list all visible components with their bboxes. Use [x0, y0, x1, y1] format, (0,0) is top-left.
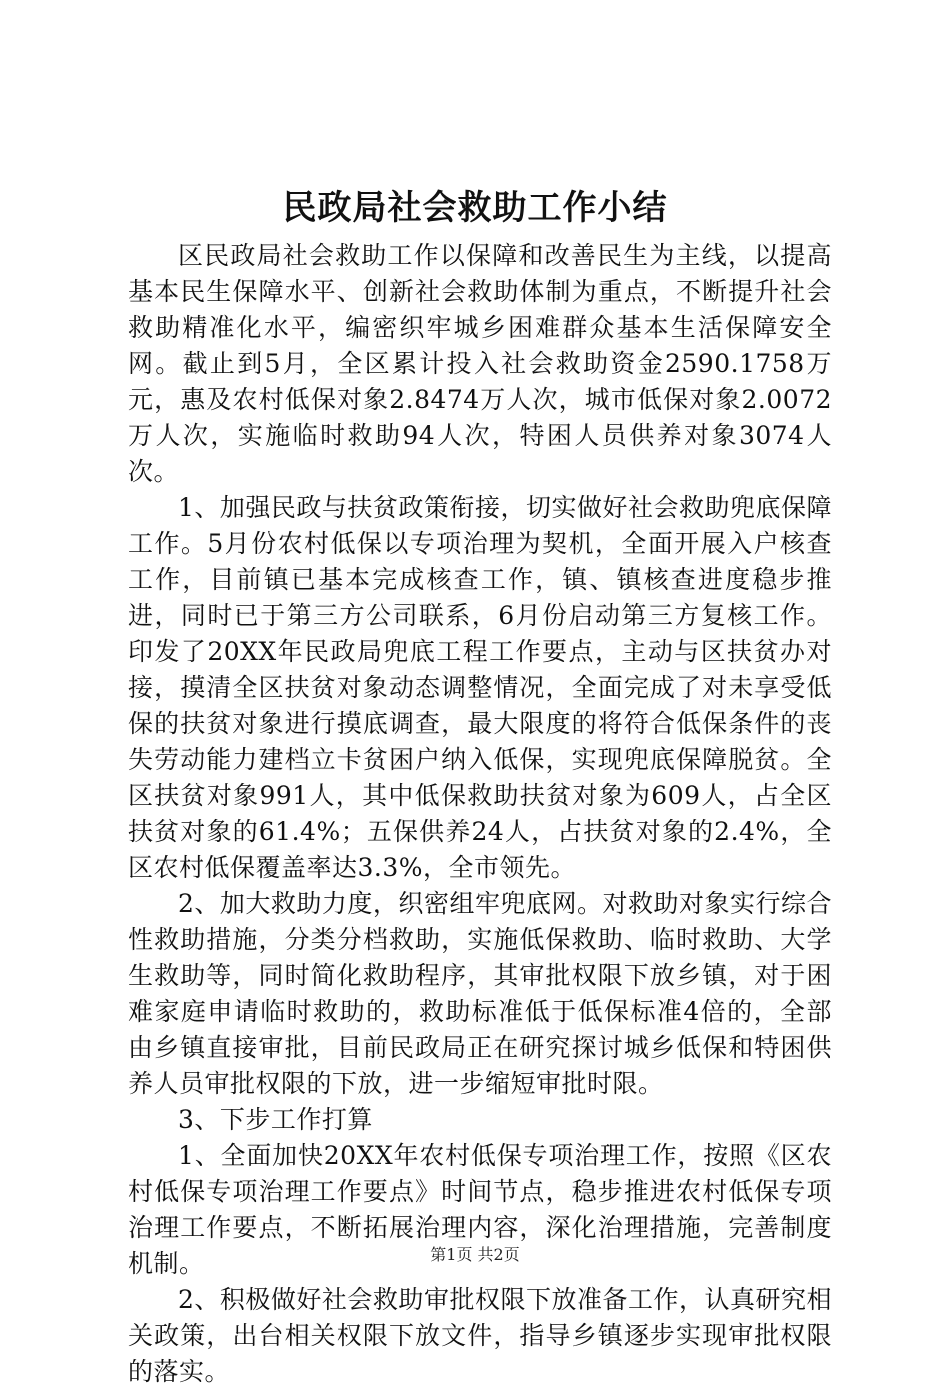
paragraph-intro: 区民政局社会救助工作以保障和改善民生为主线，以提高基本民生保障水平、创新社会救助体制为重点，不断提升社会救助精准化水平，编密织牢城乡困难群众基本生活保障安全网。截止到5月，全区累计投入社会救助资金2590.1758万元，惠及农村低保对象2.8474万人次，城市低保对象2.0072万人次，实施临时救助94人次，特困人员供养对象3074人次。 — [128, 241, 832, 486]
paragraph-section-3-heading: 3、下步工作打算 — [178, 1105, 373, 1134]
paragraph-section-1: 1、加强民政与扶贫政策衔接，切实做好社会救助兜底保障工作。5月份农村低保以专项治理为契机，全面开展入户核查工作，目前镇已基本完成核查工作，镇、镇核查进度稳步推进，同时已于第三方公司联系，6月份启动第三方复核工作。印发了20XX年民政局兜底工程工作要点，主动与区扶贫办对接，摸清全区扶贫对象动态调整情况，全面完成了对未享受低保的扶贫对象进行摸底调查，最大限度的将符合低保条件的丧失劳动能力建档立卡贫困户纳入低保，实现兜底保障脱贫。全区扶贫对象991人，其中低保救助扶贫对象为609人，占全区扶贫对象的61.4%；五保供养24人，占扶贫对象的2.4%，全区农村低保覆盖率达3.3%，全市领先。 — [128, 493, 832, 882]
paragraph-section-2: 2、加大救助力度，织密组牢兜底网。对救助对象实行综合性救助措施，分类分档救助，实施低保救助、临时救助、大学生救助等，同时简化救助程序，其审批权限下放乡镇，对于困难家庭申请临时救助的，救助标准低于低保标准4倍的，全部由乡镇直接审批，目前民政局正在研究探讨城乡低保和特困供养人员审批权限的下放，进一步缩短审批时限。 — [128, 889, 832, 1098]
document-body — [128, 238, 832, 1390]
paragraph-plan-2: 2、积极做好社会救助审批权限下放准备工作，认真研究相关政策，出台相关权限下放文件，指导乡镇逐步实现审批权限的落实。 — [128, 1285, 832, 1386]
page-title: 民政局社会救助工作小结 — [282, 188, 668, 228]
page-footer: 第1页 共2页 — [430, 1245, 520, 1264]
paragraph-plan-1: 1、全面加快20XX年农村低保专项治理工作，按照《区农村低保专项治理工作要点》时间节点，稳步推进农村低保专项治理工作要点，不断拓展治理内容，深化治理措施，完善制度机制。 — [128, 1141, 832, 1278]
